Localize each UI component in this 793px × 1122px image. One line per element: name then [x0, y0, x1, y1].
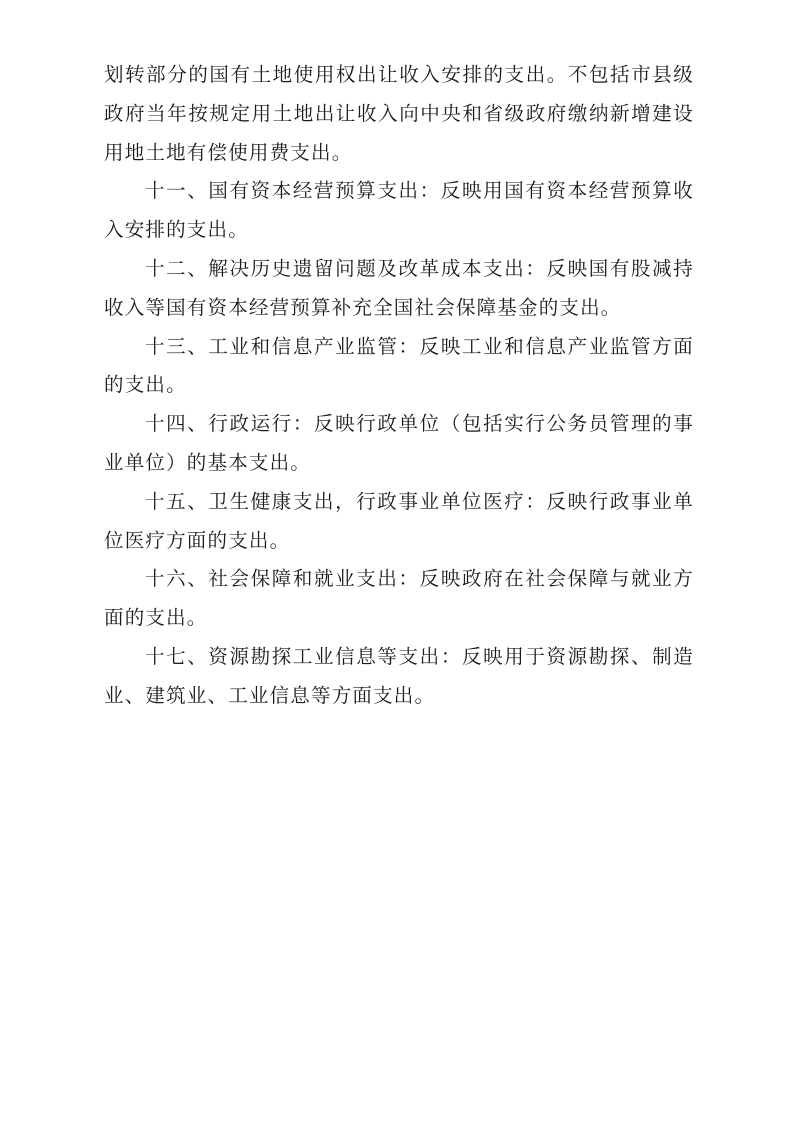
body-text [104, 56, 694, 716]
paragraph-item-13: 十三、工业和信息产业监管：反映工业和信息产业监管方面的支出。 [104, 334, 694, 397]
paragraph-item-16: 十六、社会保障和就业支出：反映政府在社会保障与就业方面的支出。 [104, 567, 694, 630]
paragraph-item-15: 十五、卫生健康支出，行政事业单位医疗：反映行政事业单位医疗方面的支出。 [104, 489, 694, 552]
paragraph-item-14: 十四、行政运行：反映行政单位（包括实行公务员管理的事业单位）的基本支出。 [104, 412, 694, 474]
paragraph-continuation: 划转部分的国有土地使用权出让收入安排的支出。不包括市县级政府当年按规定用土地出让收入向中央和省级政府缴纳新增建设用地土地有偿使用费支出。 [104, 63, 694, 164]
paragraph-item-17: 十七、资源勘探工业信息等支出：反映用于资源勘探、制造业、建筑业、工业信息等方面支出。 [104, 644, 694, 707]
paragraph-item-12: 十二、解决历史遗留问题及改革成本支出：反映国有股减持收入等国有资本经营预算补充全国社会保障基金的支出。 [104, 256, 694, 319]
paragraph-item-11: 十一、国有资本经营预算支出：反映用国有资本经营预算收入安排的支出。 [104, 179, 694, 242]
